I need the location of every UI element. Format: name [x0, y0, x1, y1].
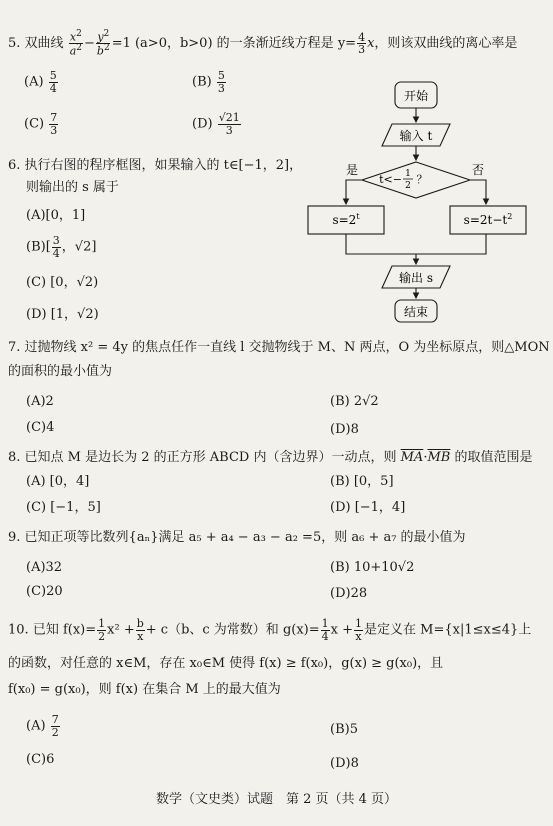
q7-stem-line2: 的面积的最小值为	[8, 364, 113, 379]
flow-right-box-label: $s=2t-t^2$	[463, 212, 513, 227]
q5-option-b: (B) $\frac{5}{3}$	[192, 69, 225, 95]
flow-start-label: 开始	[403, 89, 429, 103]
q8-option-b: (B) [0，5]	[330, 474, 394, 489]
q7-option-d: (D)8	[330, 422, 359, 437]
q9-option-d: (D)28	[330, 586, 368, 601]
q10-option-a: (A) $\frac{7}{2}$	[26, 713, 59, 739]
q10-option-b: (B)5	[330, 722, 358, 737]
q9-stem: 9. 已知正项等比数列{aₙ}满足 a₅ + a₄ − a₃ − a₂ =5，则 a₆ + a₇ 的最小值为	[8, 530, 466, 545]
q10-stem-line1: 10. 已知 f(x)= $\frac{1}{2}$ x² + $\frac{b}{x}$ + c（b、c 为常数）和 g(x)= $\frac{1}{4}$ x + $\frac{1}{x}$ 是定义在 M={x|1≤x≤4}上	[8, 617, 532, 643]
q6-option-c: (C) [0，√2)	[26, 275, 99, 290]
svg-text:1: 1	[405, 169, 411, 179]
q10-stem-line3: f(x₀) = g(x₀)，则 f(x) 在集合 M 上的最大值为	[8, 682, 281, 697]
flow-output-label: 输出 s	[399, 271, 433, 285]
q5-option-a: (A) $\frac{5}{4}$	[24, 69, 57, 95]
q7-option-b: (B) 2√2	[330, 394, 379, 409]
q10-option-c: (C)6	[26, 752, 55, 767]
flow-end-label: 结束	[403, 305, 429, 319]
q8-option-a: (A) [0，4]	[26, 474, 90, 489]
q8-option-d: (D) [−1，4]	[330, 500, 406, 515]
q8-option-c: (C) [−1，5]	[26, 500, 101, 515]
q7-stem-line1: 7. 过抛物线 x² = 4y 的焦点任作一直线 l 交抛物线于 M、N 两点，O 为坐标原点，则△MON	[8, 340, 550, 355]
flowchart	[300, 76, 530, 326]
q6-option-d: (D) [1，√2)	[26, 307, 99, 322]
q6-stem-line2: 则输出的 s 属于	[26, 180, 119, 195]
q5-option-d: (D) $\frac{√21}{3}$	[192, 111, 240, 137]
flow-yes-label: 是	[345, 163, 359, 177]
q7-option-c: (C)4	[26, 420, 55, 435]
q9-option-a: (A)32	[26, 560, 63, 575]
q9-option-c: (C)20	[26, 584, 63, 599]
q8-stem: 8. 已知点 M 是边长为 2 的正方形 ABCD 内（含边界）一动点，则 $\overline{MA}\cdot\overline{MB}$ 的取值范围是	[8, 450, 533, 465]
flow-input-label: 输入 t	[399, 129, 433, 143]
svg-text:2: 2	[405, 181, 411, 191]
q5-number: 5.	[8, 36, 21, 52]
q9-option-b: (B) 10+10√2	[330, 560, 415, 575]
q6-option-b: (B)[ $\frac{3}{4}$ ，√2]	[26, 234, 97, 260]
flow-left-box-label: $s=2^t$	[332, 212, 360, 227]
flow-cond-pre: t<−	[379, 173, 402, 186]
q7-option-a: (A)2	[26, 394, 54, 409]
q6-option-a: (A)[0，1]	[26, 208, 86, 223]
svg-text:？: ？	[416, 173, 428, 186]
page-footer: 数学（文史类）试题 第 2 页（共 4 页）	[155, 792, 398, 807]
q10-stem-line2: 的函数，对任意的 x∈M，存在 x₀∈M 使得 f(x) ≥ f(x₀)，g(x) ≥ g(x₀)，且	[8, 656, 444, 671]
q5-option-c: (C) $\frac{7}{3}$	[24, 111, 58, 137]
q10-option-d: (D)8	[330, 756, 359, 771]
q6-stem-line1: 6. 执行右图的程序框图，如果输入的 t∈[−1，2]，	[8, 158, 303, 173]
q5-stem: 5. 双曲线 $\frac{x^2}{a^2}$ − $\frac{y^2}{b^2}$ =1 (a>0，b>0) 的一条渐近线方程是 y= $\frac{4}{3}$ x，则该双曲线的离心率是	[8, 29, 518, 58]
flow-no-label: 否	[471, 163, 485, 177]
